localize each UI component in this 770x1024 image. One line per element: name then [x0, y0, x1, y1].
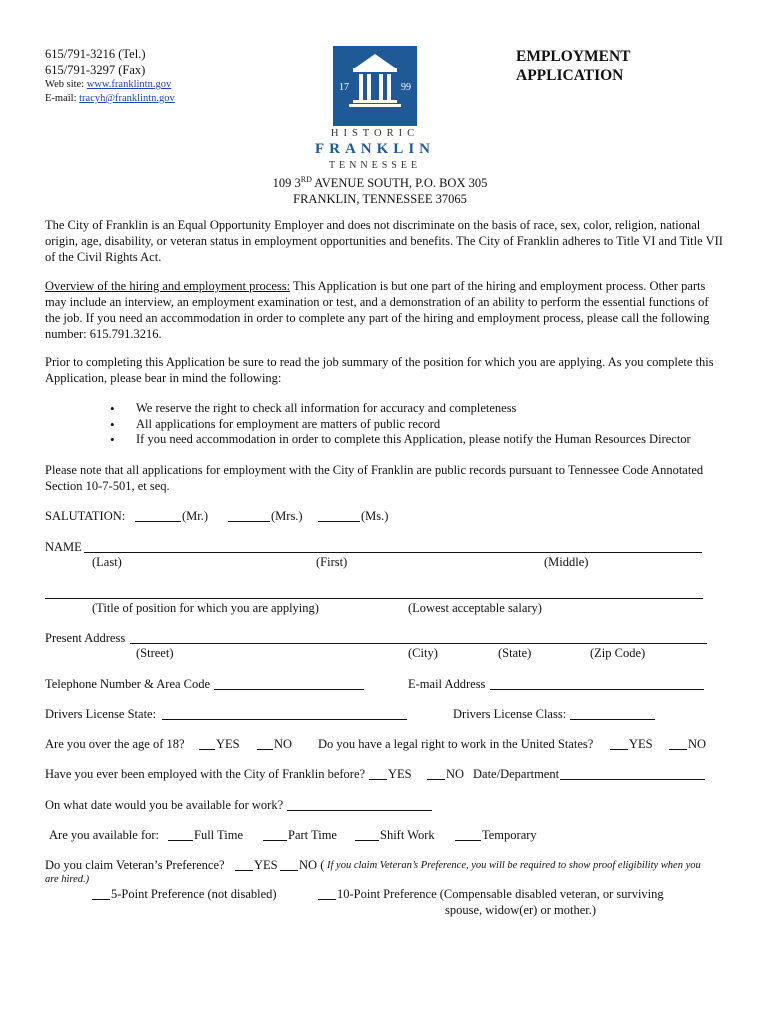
year-left: 17 [339, 82, 349, 93]
brand-wordmark [300, 128, 450, 171]
age-no-blank[interactable] [257, 749, 273, 750]
title-line-2: APPLICATION [516, 67, 624, 84]
position-field[interactable] [45, 598, 703, 599]
age-yes-blank[interactable] [199, 749, 215, 750]
shift-work-blank[interactable] [355, 840, 379, 841]
employed-no-label: NO [446, 767, 465, 781]
overview-paragraph [45, 278, 725, 342]
full-time-label: Full Time [194, 828, 243, 842]
name-last-caption: (Last) [92, 555, 122, 569]
available-date-question: On what date would you be available for work? [45, 798, 284, 812]
date-department-field[interactable] [560, 779, 705, 780]
employed-yes-label: YES [388, 767, 412, 781]
legal-no-label: NO [688, 737, 707, 751]
zip-caption: (Zip Code) [590, 646, 646, 660]
salutation-label: SALUTATION: [45, 509, 126, 523]
veteran-no-label: NO ( [299, 858, 325, 872]
dl-state-label: Drivers License State: [45, 707, 157, 721]
telephone-number: 615/791-3216 (Tel.) [45, 47, 146, 61]
list-item: • If you need accommodation in order to complete this Application, please notify the Human Resources Director [110, 432, 691, 448]
telephone-field[interactable] [214, 689, 364, 690]
email-address-field[interactable] [490, 689, 704, 690]
ms-blank[interactable] [318, 521, 360, 522]
legal-yes-blank[interactable] [610, 749, 628, 750]
address-city-state: FRANKLIN, TENNESSEE 37065 [293, 192, 467, 207]
website-label: Web site: [45, 79, 85, 90]
part-time-label: Part Time [288, 828, 337, 842]
overview-body: This Application is but one part of the hiring and employment process. Other parts may include an interview, an employment examination or test, and a demonstration of an ability to perform the essential functions of the job. If you need an accommodation in order to complete any part of the hiring and employment process, please call the following number: 615.791.3216. [45, 279, 710, 341]
city-caption: (City) [408, 646, 438, 660]
bullet-list [110, 401, 691, 448]
veteran-no-blank[interactable] [280, 870, 298, 871]
present-address-label: Present Address [45, 631, 126, 645]
courthouse-icon [333, 46, 417, 126]
dl-class-field[interactable] [570, 719, 655, 720]
veteran-yes-label: YES [254, 858, 278, 872]
mrs-blank[interactable] [228, 521, 270, 522]
legal-right-question: Do you have a legal right to work in the United States? [318, 737, 594, 751]
website-link[interactable]: www.franklintn.gov [86, 79, 172, 90]
street-caption: (Street) [136, 646, 174, 660]
veteran-yes-blank[interactable] [235, 870, 253, 871]
temporary-blank[interactable] [455, 840, 481, 841]
mrs-label: (Mrs.) [271, 509, 303, 523]
position-caption: (Title of position for which you are applying) [92, 601, 319, 615]
availability-question: Are you available for: [49, 828, 160, 842]
veteran-note-line1: If you claim Veteran’s Preference, you will be required to show proof eligibility when you [327, 860, 701, 871]
age-question: Are you over the age of 18? [45, 737, 185, 751]
brand-historic: HISTORIC [330, 128, 420, 139]
date-department-label: Date/Department [473, 767, 560, 781]
address-street: AVENUE SOUTH, P.O. BOX 305 [311, 176, 488, 191]
employed-no-blank[interactable] [427, 779, 445, 780]
ms-label: (Ms.) [361, 509, 389, 523]
fax-number: 615/791-3297 (Fax) [45, 63, 146, 77]
year-right: 99 [401, 82, 411, 93]
shift-work-label: Shift Work [380, 828, 435, 842]
legal-no-blank[interactable] [669, 749, 687, 750]
available-date-field[interactable] [287, 810, 432, 811]
email-link[interactable]: tracyh@franklintn.gov [79, 93, 175, 104]
overview-title: Overview of the hiring and employment process: [45, 279, 291, 293]
age-no-label: NO [274, 737, 293, 751]
prior-instructions: Prior to completing this Application be sure to read the job summary of the position for which you are applying. As you complete this Application, please bear in mind the following: [45, 355, 714, 385]
contact-block [45, 46, 175, 106]
title-line-1: EMPLOYMENT [516, 48, 631, 65]
ten-point-label-line1: 10-Point Preference (Compensable disabled veteran, or surviving [337, 887, 664, 901]
employed-before-question: Have you ever been employed with the City of Franklin before? [45, 767, 366, 781]
mailing-address [250, 172, 510, 207]
dl-class-label: Drivers License Class: [453, 707, 567, 721]
ten-point-label-line2: spouse, widow(er) or mother.) [445, 903, 597, 917]
address-superscript: RD [300, 175, 312, 184]
name-field[interactable] [84, 552, 702, 553]
public-records-note: Please note that all applications for employment with the City of Franklin are public records pursuant to Tennessee Code Annotated Section 10-7-501, et seq. [45, 463, 704, 493]
legal-yes-label: YES [629, 737, 653, 751]
name-middle-caption: (Middle) [544, 555, 589, 569]
telephone-label: Telephone Number & Area Code [45, 677, 211, 691]
veteran-question: Do you claim Veteran’s Preference? [45, 858, 225, 872]
brand-franklin: FRANKLIN [314, 141, 435, 157]
salary-caption: (Lowest acceptable salary) [408, 601, 542, 615]
list-item: • All applications for employment are matters of public record [110, 417, 691, 433]
mr-blank[interactable] [135, 521, 181, 522]
full-time-blank[interactable] [168, 840, 193, 841]
five-point-label: 5-Point Preference (not disabled) [111, 887, 277, 901]
list-item: • We reserve the right to check all information for accuracy and completeness [110, 401, 691, 417]
city-logo [333, 46, 417, 126]
five-point-blank[interactable] [92, 899, 110, 900]
temporary-label: Temporary [482, 828, 537, 842]
address-number: 109 3 [272, 176, 301, 191]
present-address-field[interactable] [130, 643, 707, 644]
eeo-statement: The City of Franklin is an Equal Opportunity Employer and does not discriminate on the basis of race, sex, color, religion, national origin, age, disability, or veteran status in employment opportunities and benefits. The City of Franklin adheres to Title VI and Title VII of the Civil Rights Act. [45, 218, 723, 264]
veteran-note-line2: are hired.) [45, 874, 90, 885]
employed-yes-blank[interactable] [369, 779, 387, 780]
dl-state-field[interactable] [162, 719, 407, 720]
email-address-label: E-mail Address [408, 677, 486, 691]
state-caption: (State) [498, 646, 532, 660]
email-label: E-mail: [45, 93, 77, 104]
brand-tennessee: TENNESSEE [328, 160, 422, 171]
name-first-caption: (First) [316, 555, 348, 569]
part-time-blank[interactable] [263, 840, 287, 841]
name-label: NAME [45, 540, 82, 554]
page-title [516, 47, 631, 85]
ten-point-blank[interactable] [318, 899, 336, 900]
mr-label: (Mr.) [182, 509, 209, 523]
age-yes-label: YES [216, 737, 240, 751]
